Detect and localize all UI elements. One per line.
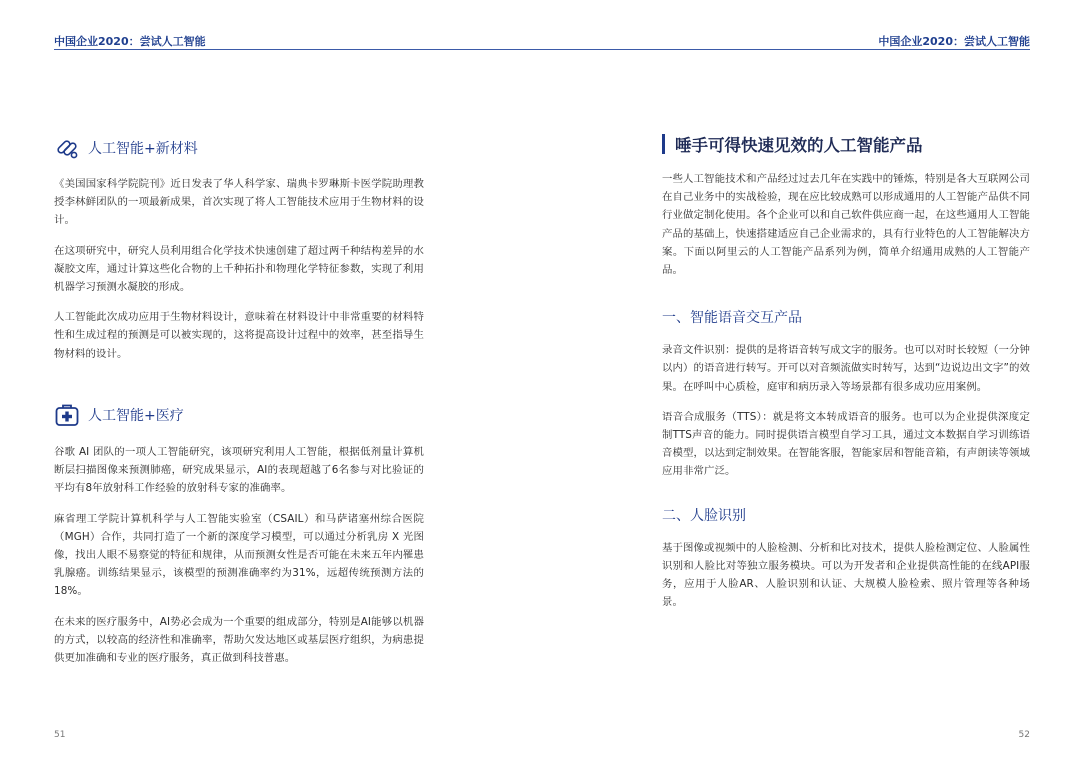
main-title <box>662 132 1030 156</box>
intro-paragraph: 一些人工智能技术和产品经过过去几年在实践中的锤炼，特别是各大互联网公司在自己业务中的实战检验，现在应比较成熟可以形成通用的人工智能产品供不同行业做定制化使用。各个企业可以和自己软件供应商一起，在这些通用人工智能产品的基础上，快速搭建适应自己企业需求的，具有行业特色的人工智能解决方案。下面以阿里云的人工智能产品系列为例，简单介绍通用成熟的人工智能产品。 <box>662 173 1030 277</box>
paragraph: 在未来的医疗服务中，AI势必会成为一个重要的组成部分，特别是AI能够以机器的方式，以较高的经济性和准确率，帮助欠发达地区或基层医疗组织，为病患提供更加准确和专业的医疗服务，真正做到科技普惠。 <box>54 615 424 665</box>
subsection-title-voice: 一、智能语音交互产品 <box>662 310 802 327</box>
title-accent-bar <box>662 134 665 154</box>
page-number: 51 <box>54 730 66 740</box>
paragraph: 录音文件识别：提供的是将语音转写成文字的服务。也可以对时长较短（一分钟以内）的语音进行转写。开可以对音频流做实时转写，达到“边说边出文字”的效果。在呼叫中心质检，庭审和病历录入等场景都有很多成功应用案例。 <box>662 344 1030 393</box>
section-medical <box>54 401 424 667</box>
section-title: 人工智能+医疗 <box>88 408 184 424</box>
subsection-title-face: 二、人脸识别 <box>662 507 746 524</box>
main-title-text: 唾手可得快速见效的人工智能产品 <box>675 136 923 155</box>
left-header-title: 中国企业2020：尝试人工智能 <box>54 35 206 48</box>
paragraph: 谷歌 AI 团队的一项人工智能研究，该项研究利用人工智能，根据低剂量计算机断层扫描图像来预测肺癌，研究成果显示，AI的表现超越了6名参与对比验证的平均有8年放射科工作经验的放射科专家的准确率。 <box>54 446 424 495</box>
section-heading <box>54 401 424 429</box>
section-heading <box>54 134 424 162</box>
paragraph: 语音合成服务（TTS）：就是将文本转成语音的服务。也可以为企业提供深度定制TTS声音的能力。同时提供语言模型自学习工具，通过文本数据自学习训练语音模型，以达到定制效果。在智能客服，智能家居和智能音箱，有声朗读等领域应用非常广泛。 <box>662 410 1030 478</box>
paragraph: 基于图像或视频中的人脸检测、分析和比对技术，提供人脸检测定位、人脸属性识别和人脸比对等独立服务模块。可以为开发者和企业提供高性能的在线API服务，应用于人脸AR、人脸识别和认证、大规模人脸检索、照片管理等各种场景。 <box>662 541 1030 609</box>
paragraph: 在这项研究中，研究人员利用组合化学技术快速创建了超过两千种结构差异的水凝胶文库，通过计算这些化合物的上千种拓扑和物理化学特征参数，实现了利用机器学习预测水凝胶的形成。 <box>54 244 424 294</box>
paragraph: 《美国国家科学院院刊》近日发表了华人科学家、瑞典卡罗琳斯卡医学院助理教授李林鲜团队的一项最新成果，首次实现了将人工智能技术应用于生物材料的设计。 <box>54 178 424 227</box>
page-number: 52 <box>1018 730 1030 740</box>
paragraph: 麻省理工学院计算机科学与人工智能实验室（CSAIL）和马萨诸塞州综合医院（MGH）合作，共同打造了一个新的深度学习模型，可以通过分析乳房 X 光图像，找出人眼不易察觉的特征和规律，从而预测女性是否可能在未来五年内罹患乳腺癌。训练结果显示，该模型的预测准确率约为31%，远超传统预测方法的18%。 <box>54 512 424 598</box>
right-header-rule <box>540 49 1030 50</box>
left-header-rule <box>54 49 540 50</box>
right-content <box>662 132 1030 611</box>
right-header-title: 中国企业2020：尝试人工智能 <box>878 35 1030 48</box>
molecule-icon <box>54 135 80 161</box>
paragraph: 人工智能此次成功应用于生物材料设计，意味着在材料设计中非常重要的材料特性和生成过程的预测是可以被实现的，这将提高设计过程中的效率，甚至指导生物材料的设计。 <box>54 311 424 360</box>
medical-kit-icon <box>54 402 80 428</box>
right-page <box>540 0 1080 764</box>
section-title: 人工智能+新材料 <box>88 141 198 157</box>
section-new-materials <box>54 134 424 363</box>
